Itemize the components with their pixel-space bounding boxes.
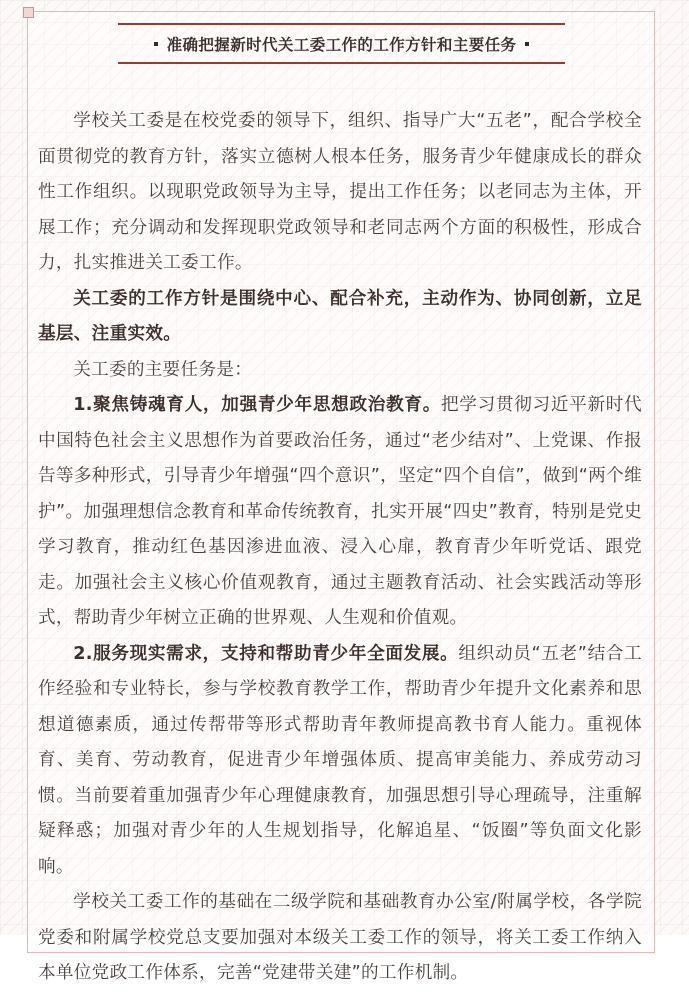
paragraph-intro: 学校关工委是在校党委的领导下，组织、指导广大“五老”，配合学校全面贯彻党的教育方针，落实立德树人根本任务，服务青少年健康成长的群众性工作组织。以现职党政领导为主导，提出工作任务；以老同志为主体，开展工作；充分调动和发挥现职党政领导和老同志两个方面的积极性，形成合力，扎实推进关工委工作。 — [38, 111, 642, 273]
corner-ornament — [23, 7, 34, 18]
task-heading: 2.服务现实需求，支持和帮助青少年全面发展。 — [73, 643, 459, 664]
paragraph-tasks-intro: 关工委的主要任务是： — [73, 359, 253, 380]
article-body — [38, 104, 642, 992]
paragraph-task-2: 2.服务现实需求，支持和帮助青少年全面发展。组织动员“五老”结合工作经验和专业特长，参与学校教育教学工作，帮助青少年提升文化素养和思想道德素质，通过传帮带等形式帮助青年教师提高教书育人能力。重视体育、美育、劳动教育，促进青少年增强体质、提高审美能力、养成劳动习惯。当前要着重加强青少年心理健康教育，加强思想引导心理疏导，注重解疑释惑；加强对青少年的人生规划指导，化解追星、“饭圈”等负面文化影响。 — [38, 643, 643, 877]
paragraph-guideline: 关工委的工作方针是围绕中心、配合补充，主动作为、协同创新，立足基层、注重实效。 — [38, 288, 642, 344]
task-heading: 1.聚焦铸魂育人，加强青少年思想政治教育。 — [73, 395, 441, 415]
paragraph-foundation: 学校关工委工作的基础在二级学院和基础教育办公室/附属学校，各学院党委和附属学校党总支要加强对本级关工委工作的领导，将关工委工作纳入本单位党政工作体系，完善“党建带关建”的工作机制。 — [38, 892, 642, 983]
section-title: 准确把握新时代关工委工作的工作方针和主要任务 — [166, 35, 517, 54]
paragraph-task-1: 1.聚焦铸魂育人，加强青少年思想政治教育。把学习贯彻习近平新时代中国特色社会主义思想作为首要政治任务，通过“老少结对”、上党课、作报告等多种形式，引导青少年增强“四个意识”，坚定“四个自信”，做到“两个维护”。加强理想信念教育和革命传统教育，扎实开展“四史”教育，特别是党史学习教育，推动红色基因渗进血液、浸入心扉，教育青少年听党话、跟党走。加强社会主义核心价值观教育，通过主题教育活动、社会实践活动等形式，帮助青少年树立正确的世界观、人生观和价值观。 — [38, 395, 642, 628]
bullet-dot-icon — [154, 42, 158, 46]
bullet-dot-icon — [525, 42, 529, 46]
section-heading — [118, 23, 565, 64]
